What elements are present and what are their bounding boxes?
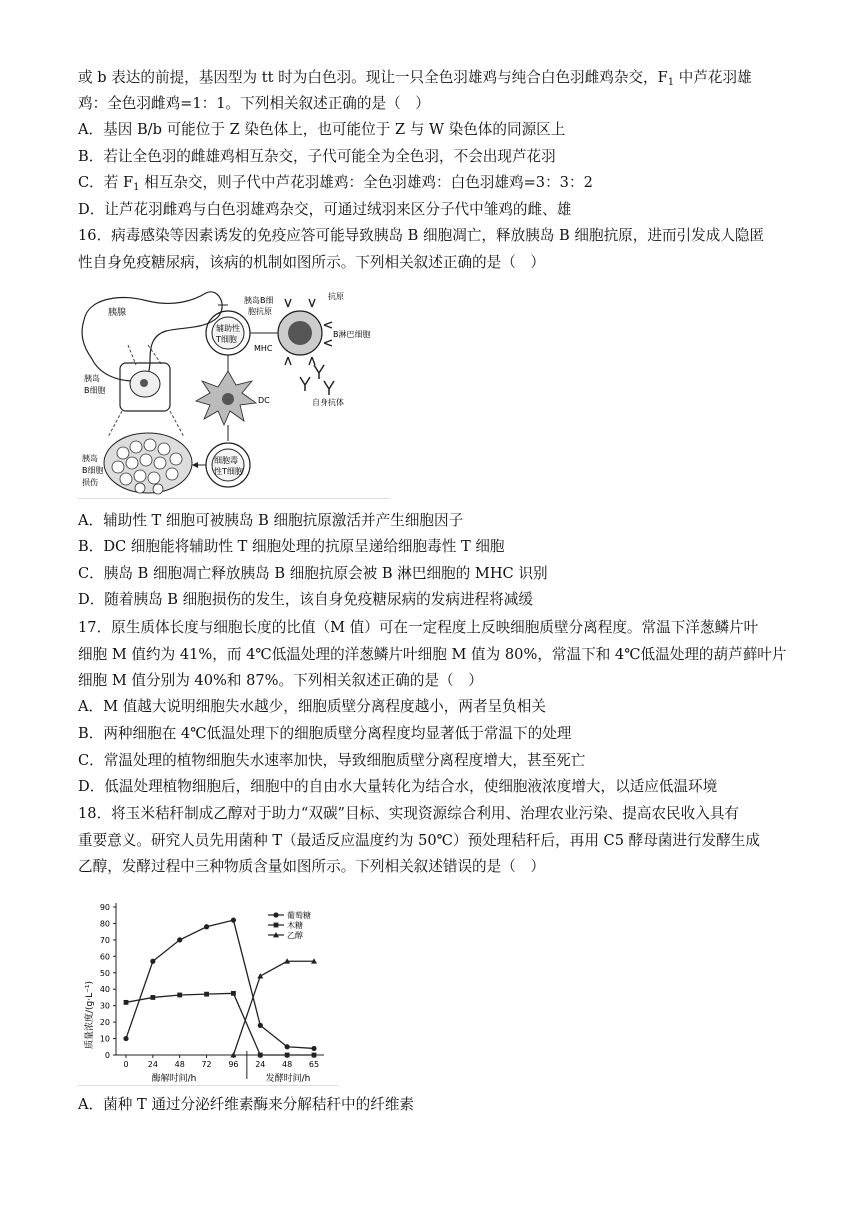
chart-divider bbox=[78, 1085, 338, 1086]
y-tick-label: 60 bbox=[99, 952, 110, 962]
q17-stem-line-1: 17．原生质体长度与细胞长度的比值（M 值）可在一定程度上反映细胞质壁分离程度。常温下洋葱鳞片叶 bbox=[78, 619, 759, 636]
series-line-2 bbox=[233, 961, 314, 1055]
data-point bbox=[285, 1053, 290, 1058]
data-point bbox=[150, 959, 155, 964]
x-tick-label: 65 bbox=[308, 1060, 320, 1069]
q16-option-d: D．随着胰岛 B 细胞损伤的发生，该自身免疫糖尿病的发病进程将减缓 bbox=[78, 591, 533, 608]
x-tick-label: 48 bbox=[282, 1060, 293, 1069]
y-tick-label: 50 bbox=[99, 968, 110, 978]
y-tick-label: 0 bbox=[104, 1051, 110, 1060]
q17-option-d: D．低温处理植物细胞后，细胞中的自由水大量转化为结合水，使细胞液浓度增大，以适应低温环境 bbox=[78, 778, 718, 795]
x-tick-label: 24 bbox=[255, 1060, 266, 1069]
legend-label: 葡萄糖 bbox=[287, 911, 311, 920]
data-point bbox=[177, 993, 182, 998]
antibody-label: 抗原 bbox=[328, 292, 344, 301]
islet-b-cell-label-1: 胰岛 bbox=[84, 374, 100, 383]
islet-damage-label-2: B细胞 bbox=[82, 466, 104, 475]
data-point bbox=[231, 991, 236, 996]
q16-stem-line-1: 16．病毒感染等因素诱发的免疫应答可能导致胰岛 B 细胞凋亡，释放胰岛 B 细胞抗原，进而引发成人隐匿 bbox=[78, 227, 765, 244]
data-point bbox=[285, 1044, 290, 1049]
x-tick-label: 0 bbox=[123, 1060, 129, 1069]
x-tick-label: 48 bbox=[174, 1060, 185, 1069]
q17-stem-line-3: 细胞 M 值分别为 40%和 87%。下列相关叙述正确的是（ ） bbox=[78, 672, 483, 689]
islet-damage-label-3: 损伤 bbox=[82, 478, 98, 487]
q17-option-b: B．两种细胞在 4℃低温处理下的细胞质壁分离程度均显著低于常温下的处理 bbox=[78, 725, 572, 742]
x-tick-label: 24 bbox=[147, 1060, 158, 1069]
islet-antigen-label-1: 胰岛B细 bbox=[244, 296, 274, 305]
dc-label: DC bbox=[258, 396, 270, 405]
q15-option-b: B．若让全色羽的雌雄鸡相互杂交，子代可能全为全色羽，不会出现芦花羽 bbox=[78, 148, 556, 165]
q15-option-c: C．若 $F_1$ 相互杂交，则子代中芦花羽雄鸡：全色羽雄鸡：白色羽雄鸡=3：3：2 bbox=[78, 174, 593, 193]
data-point bbox=[204, 992, 209, 997]
y-tick-label: 70 bbox=[99, 935, 110, 945]
y-tick-label: 20 bbox=[99, 1018, 110, 1028]
concentration-chart-svg bbox=[78, 895, 348, 1085]
helper-t-label-1: 辅助性 bbox=[216, 324, 240, 333]
q18-stem-line-3: 乙醇，发酵过程中三种物质含量如图所示。下列相关叙述错误的是（ ） bbox=[78, 858, 546, 875]
series-line-0 bbox=[126, 920, 314, 1048]
y-tick-label: 90 bbox=[99, 903, 110, 912]
q15-stem-line-2: 鸡：全色羽雌鸡=1：1。下列相关叙述正确的是（ ） bbox=[78, 95, 430, 112]
legend-label: 乙醇 bbox=[287, 931, 303, 940]
concentration-chart bbox=[78, 895, 348, 1089]
q18-stem-line-2: 重要意义。研究人员先用菌种 T（最适反应温度约为 50℃）预处理秸秆后，再用 C5 酵母菌进行发酵生成 bbox=[78, 832, 760, 849]
data-point bbox=[257, 973, 263, 978]
y-tick-label: 10 bbox=[99, 1034, 110, 1044]
x-tick-label: 72 bbox=[201, 1060, 212, 1069]
data-point bbox=[150, 995, 155, 1000]
y-tick-label: 80 bbox=[99, 919, 110, 929]
immune-mechanism-diagram bbox=[78, 285, 398, 497]
q17-stem-line-2: 细胞 M 值约为 41%，而 4℃低温处理的洋葱鳞片叶细胞 M 值为 80%，常温下和 4℃低温处理的葫芦藓叶片 bbox=[78, 646, 787, 663]
immune-mechanism-figure bbox=[78, 285, 398, 501]
y-tick-label: 40 bbox=[99, 985, 110, 995]
mhc-label: MHC bbox=[254, 344, 273, 353]
data-point bbox=[258, 1053, 263, 1058]
data-point bbox=[312, 1053, 317, 1058]
data-point bbox=[231, 918, 236, 923]
x-tick-label: 96 bbox=[228, 1060, 239, 1069]
helper-t-label-2: T细胞 bbox=[216, 335, 237, 344]
legend-marker bbox=[274, 923, 279, 928]
cytotoxic-t-label-2: 性T细胞 bbox=[214, 467, 243, 476]
q15-stem-line-1: 或 b 表达的前提，基因型为 tt 时为白色羽。现让一只全色羽雄鸡与纯合白色羽雌鸡杂交，$F_1$ 中芦花羽雄 bbox=[78, 69, 752, 88]
q16-option-b: B．DC 细胞能将辅助性 T 细胞处理的抗原呈递给细胞毒性 T 细胞 bbox=[78, 538, 505, 555]
data-point bbox=[311, 1046, 316, 1051]
figure-divider bbox=[78, 498, 390, 499]
q18-stem-line-1: 18．将玉米秸秆制成乙醇对于助力“双碳”目标、实现资源综合利用、治理农业污染、提高农民收入具有 bbox=[78, 805, 740, 822]
q17-option-a: A．M 值越大说明细胞失水越少，细胞质壁分离程度越小，两者呈负相关 bbox=[78, 698, 546, 715]
islet-b-cell-label-2: B细胞 bbox=[84, 386, 106, 395]
chart-x-label-left: 酶解时间/h bbox=[151, 1074, 197, 1084]
q15-option-d: D．让芦花羽雌鸡与白色羽雄鸡杂交，可通过绒羽来区分子代中雏鸡的雌、雄 bbox=[78, 201, 572, 218]
islet-damage-label-1: 胰岛 bbox=[82, 454, 98, 463]
chart-x-label-right: 发酵时间/h bbox=[265, 1074, 311, 1084]
islet-antigen-label-2: 胞抗原 bbox=[248, 307, 272, 316]
q18-option-a: A．菌种 T 通过分泌纤维素酶来分解秸秆中的纤维素 bbox=[78, 1096, 415, 1113]
cytotoxic-t-label-1: 细胞毒 bbox=[214, 456, 238, 465]
q16-option-a: A．辅助性 T 细胞可被胰岛 B 细胞抗原激活并产生细胞因子 bbox=[78, 512, 464, 529]
legend-marker bbox=[273, 912, 278, 917]
legend-label: 木糖 bbox=[287, 921, 303, 930]
data-point bbox=[177, 937, 182, 942]
chart-y-axis-label: 质量浓度/(g·L⁻¹) bbox=[85, 980, 95, 1050]
b-lymphocyte-label: B淋巴细胞 bbox=[333, 330, 371, 339]
autoantibody-label: 自身抗体 bbox=[312, 398, 344, 407]
q17-option-c: C．常温处理的植物细胞失水速率加快，导致细胞质壁分离程度增大，甚至死亡 bbox=[78, 752, 586, 769]
q16-option-c: C．胰岛 B 细胞凋亡释放胰岛 B 细胞抗原会被 B 淋巴细胞的 MHC 识别 bbox=[78, 565, 548, 582]
data-point bbox=[124, 1000, 129, 1005]
data-point bbox=[123, 1036, 128, 1041]
y-tick-label: 30 bbox=[99, 1001, 110, 1011]
data-point bbox=[258, 1023, 263, 1028]
data-point bbox=[204, 924, 209, 929]
pancreas-label: 胰腺 bbox=[108, 308, 127, 318]
q15-option-a: A．基因 B/b 可能位于 Z 染色体上，也可能位于 Z 与 W 染色体的同源区上 bbox=[78, 121, 566, 138]
q16-stem-line-2: 性自身免疫糖尿病，该病的机制如图所示。下列相关叙述正确的是（ ） bbox=[78, 254, 546, 271]
